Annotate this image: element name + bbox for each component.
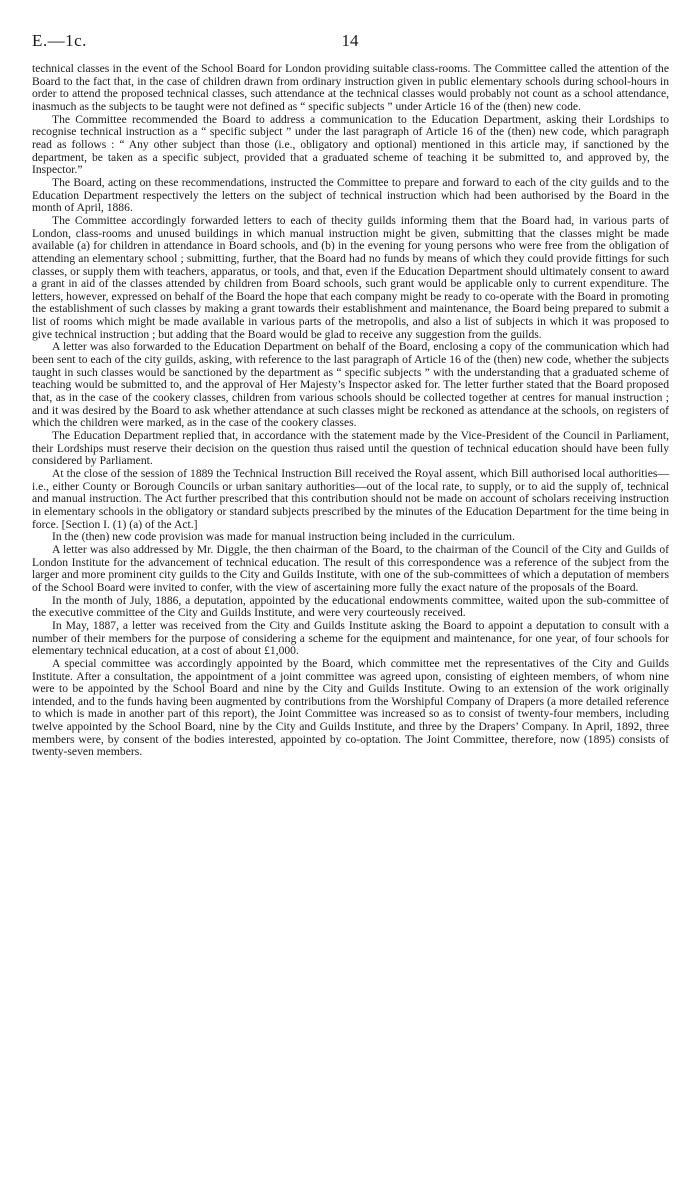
paragraph: In the month of July, 1886, a deputation, appointed by the educational endowments committee, waited upon the sub-committee of the executive committee of the City and Guilds Institute, and were very courteously received.	[32, 593, 669, 620]
paragraph: A letter was also forwarded to the Education Department on behalf of the Board, enclosing a copy of the communication which had been sent to each of the city guilds, asking, with reference to the last paragraph of Article 16 of the (then) new code, whether the subjects taught in such classes would be sanctioned by the department as “ specific subjects ” with the understanding that a graduated scheme of teaching would be submitted to, and the approval of Her Majesty’s Inspector asked for. The letter further stated that the Board proposed that, as in the case of the cookery classes, children from various schools should be collected together at centres for manual instruction ; and it was desired by the Board to ask whether attendance at such classes might be reckoned as attendance at the schools, on registers of which the children were marked, as in the case of the cookery classes.	[32, 340, 669, 430]
paragraph: The Education Department replied that, in accordance with the statement made by the Vice-President of the Council in Parliament, their Lordships must reserve their decision on the question thus raised until the question of technical education should have been fully considered by Parliament.	[32, 429, 669, 468]
page-number: 14	[341, 31, 359, 50]
document-reference: E.—1c.	[32, 31, 87, 50]
paragraph: In the (then) new code provision was made for manual instruction being included in the curriculum.	[52, 530, 515, 544]
paragraph: The Committee recommended the Board to address a communication to the Education Department, asking their Lordships to recognise technical instruction as a “ specific subject ” under the last paragraph of Article 16 of the (then) new code, which paragraph read as follows : “ Any other subject than those (i.e., obligatory and optional) mentioned in this article may, if sanctioned by the department, be taken as a specific subject, provided that a graduated scheme of teaching it be submitted to, and approved by, the Inspector.”	[32, 112, 669, 177]
paragraph: The Board, acting on these recommendations, instructed the Committee to prepare and forward to each of the city guilds and to the Education Department respectively the letters on the subject of technical instruction which had been authorised by the Board in the month of April, 1886.	[32, 175, 669, 215]
paragraph: technical classes in the event of the School Board for London providing suitable class-rooms. The Committee called the attention of the Board to the fact that, in the case of children drawn from ordinary instruction given in public elementary schools during school-hours in order to attend the proposed technical classes, such attendance at the technical classes would probably not count as a school attendance, inasmuch as the subjects to be taught were not defined as “ specific subjects ” under Article 16 of the (then) new code.	[32, 62, 669, 113]
paragraph: In May, 1887, a letter was received from the City and Guilds Institute asking the Board to appoint a deputation to consult with a number of their members for the purpose of considering a scheme for the equipment and maintenance, for one year, of four schools for elementary technical education, at a cost of about £1,000.	[32, 618, 669, 658]
page-header	[30, 31, 670, 51]
paragraph: The Committee accordingly forwarded letters to each of thecity guilds informing them that the Board had, in various parts of London, class-rooms and unused buildings in which manual instruction might be given, submitting that the classes might be made available (a) for children in attendance in Board schools, and (b) in the evening for young persons who were free from the obligation of attending an elementary school ; submitting, further, that the Board had no funds by means of which they could provide fittings for such classes, or supply them with teachers, apparatus, or tools, and that, even if the Education Department should ultimately consent to award a grant in aid of the classes attended by children from Board schools, such grant would be applicable only to current expenditure. The letters, however, expressed on behalf of the Board the hope that each company might be ready to co-operate with the Board in promoting the establishment of such classes by making a grant towards their establishment and maintenance, the Board being prepared to submit a list of rooms which might be made available in various parts of the metropolis, and also a list of subjects in which it was proposed to give technical instruction ; but adding that the Board would be glad to receive any suggestion from the guilds.	[32, 213, 669, 341]
body-text	[32, 63, 669, 759]
paragraph: At the close of the session of 1889 the Technical Instruction Bill received the Royal assent, which Bill authorised local authorities—i.e., either County or Borough Councils or urban sanitary authorities—out of the local rate, to supply, or to aid the supply of, technical and manual instruction. The Act further prescribed that this contribution should not be made on account of scholars receiving instruction in elementary schools in the obligatory or standard subjects prescribed by the minutes of the Education Department for the time being in force. [Section I. (1) (a) of the Act.]	[32, 467, 669, 531]
paragraph: A letter was also addressed by Mr. Diggle, the then chairman of the Board, to the chairman of the Council of the City and Guilds of London Institute for the advancement of technical education. The result of this correspondence was a reference of the subject from the larger and more prominent city guilds to the City and Guilds Institute, with one of the sub-committees of which a deputation of members of the School Board were invited to confer, with the view of ascertaining more fully the exact nature of the proposals of the Board.	[32, 542, 669, 594]
paragraph: A special committee was accordingly appointed by the Board, which committee met the representatives of the City and Guilds Institute. After a consultation, the appointment of a joint committee was agreed upon, consisting of eighteen members, of whom nine were to be appointed by the School Board and nine by the City and Guilds Institute. Owing to an extension of the work originally intended, and to the funds having been augmented by contributions from the Worshipful Company of Drapers (a more detailed reference to which is made in another part of this report), the Joint Committee was increased so as to consist of twenty-four members, including twelve appointed by the School Board, nine by the City and Guilds Institute, and three by the Drapers’ Company. In April, 1892, three members were, by consent of the bodies interested, appointed by co-optation. The Joint Committee, therefore, now (1895) consists of twenty-seven members.	[32, 656, 669, 759]
